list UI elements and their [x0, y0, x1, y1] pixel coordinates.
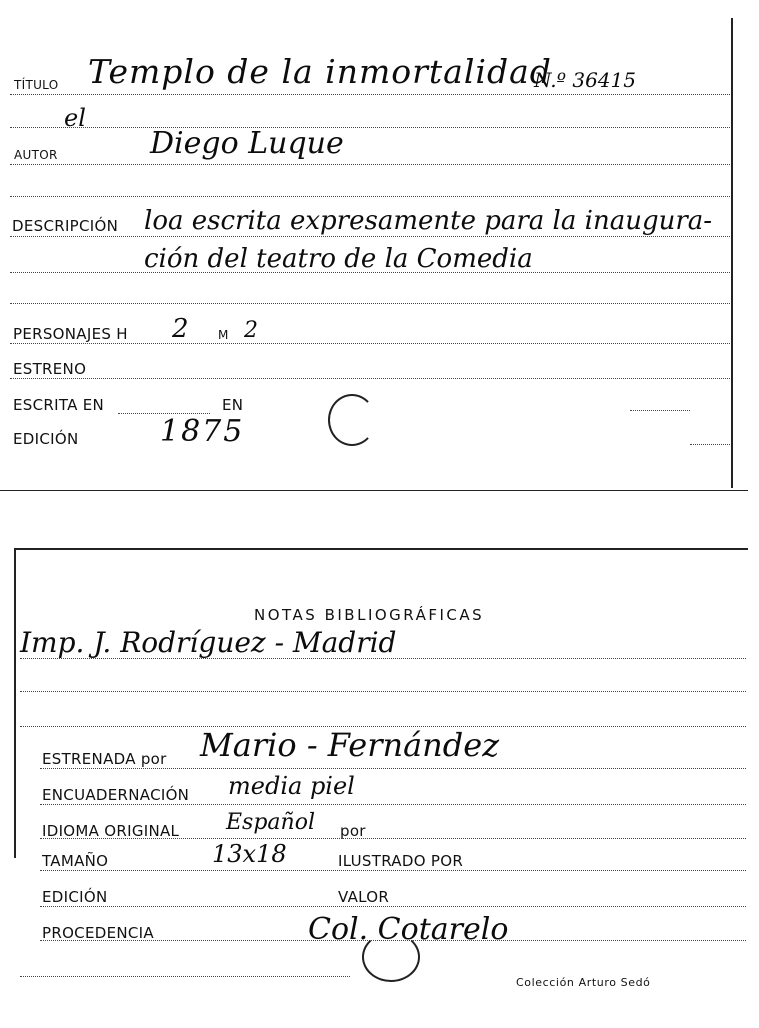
estreno-label: ESTRENO [13, 360, 87, 378]
idioma-rule [40, 838, 746, 839]
article-value: el [64, 104, 86, 132]
blank-rule-2 [10, 303, 730, 304]
notas-title: NOTAS BIBLIOGRÁFICAS [254, 606, 485, 624]
front-card-right-border [731, 18, 733, 488]
personajes-m-value: 2 [244, 318, 258, 343]
personajes-h-value: 2 [172, 314, 189, 344]
autor-label: AUTOR [14, 148, 58, 162]
article-rule [10, 127, 730, 128]
escrita-en-label: ESCRITA EN [13, 396, 105, 414]
estreno-rule [10, 378, 730, 379]
titulo-value: Templo de la inmortalidad [88, 52, 552, 91]
personajes-rule [10, 343, 730, 344]
edicion-rule-b [690, 444, 730, 445]
encuadernacion-value: media piel [228, 772, 355, 800]
procedencia-value: Col. Cotarelo [308, 912, 509, 947]
edicion-back-rule [40, 906, 746, 907]
idioma-value: Español [226, 810, 315, 835]
edicion-value: 1875 [160, 414, 245, 449]
encuadernacion-label: ENCUADERNACIÓN [42, 786, 190, 804]
imprenta-value: Imp. J. Rodríguez - Madrid [20, 626, 397, 659]
stamp-arc-back [362, 932, 420, 982]
coleccion-credit: Colección Arturo Sedó [516, 976, 651, 989]
edicion-label: EDICIÓN [13, 430, 79, 448]
por-label: por [340, 822, 366, 840]
blank-rule-back-1 [20, 691, 746, 692]
estrenada-rule [40, 768, 746, 769]
descripcion-line2: ción del teatro de la Comedia [144, 244, 533, 274]
ilustrado-label: ILUSTRADO POR [338, 852, 464, 870]
descripcion-label: DESCRIPCIÓN [12, 217, 119, 235]
encuadernacion-rule [40, 804, 746, 805]
back-card-top-border [14, 548, 748, 550]
tamano-label: TAMAÑO [42, 852, 109, 870]
blank-rule-back-3 [20, 976, 350, 977]
idioma-label: IDIOMA ORIGINAL [42, 822, 180, 840]
tamano-rule [40, 870, 746, 871]
personajes-label: PERSONAJES H [13, 325, 128, 343]
estrenada-value: Mario - Fernández [200, 726, 500, 764]
blank-rule-1 [10, 196, 730, 197]
numero-value: N.º 36415 [534, 68, 636, 92]
procedencia-label: PROCEDENCIA [42, 924, 154, 942]
front-card [0, 0, 759, 495]
autor-rule [10, 164, 730, 165]
escrita-en-rule-b [630, 410, 690, 411]
back-card [0, 540, 759, 1028]
front-card-bottom-border [0, 490, 748, 491]
valor-label: VALOR [338, 888, 390, 906]
stamp-arc-mark [328, 394, 376, 446]
estrenada-label: ESTRENADA por [42, 750, 167, 768]
descripcion-rule-1 [10, 236, 730, 237]
edicion-back-label: EDICIÓN [42, 888, 108, 906]
autor-value: Diego Luque [150, 126, 344, 161]
back-card-left-border [14, 548, 16, 858]
titulo-rule [10, 94, 730, 95]
personajes-m-label: M [218, 328, 229, 342]
en-label: EN [222, 396, 244, 414]
titulo-label: TÍTULO [14, 78, 59, 92]
descripcion-line1: loa escrita expresamente para la inaugura- [144, 206, 713, 236]
imprenta-rule [20, 658, 746, 659]
tamano-value: 13x18 [212, 840, 287, 868]
